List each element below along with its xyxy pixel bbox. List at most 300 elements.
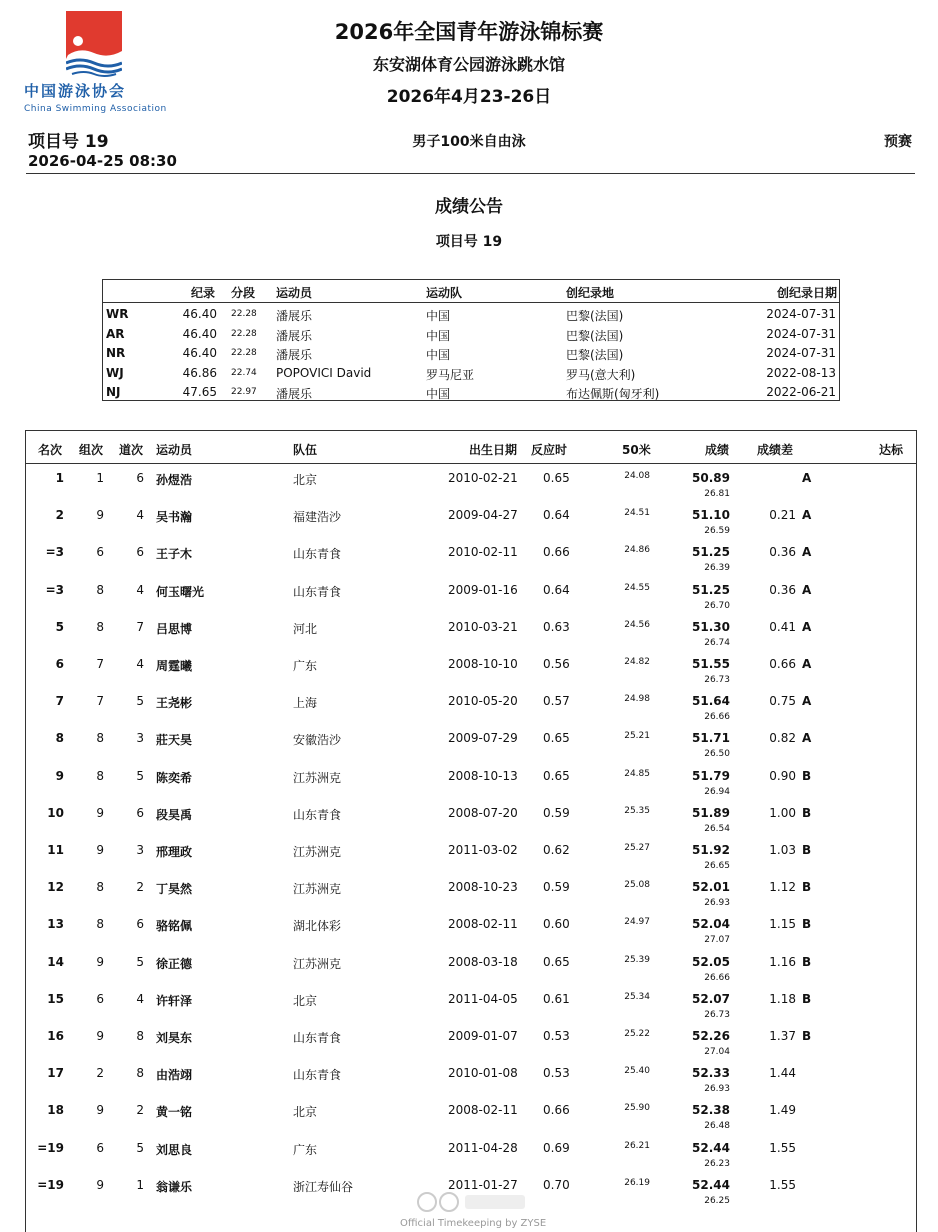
result-diff: 0.36 [769, 582, 796, 597]
result-second-split: 26.93 [704, 898, 730, 909]
result-time: 52.33 [692, 1066, 730, 1081]
result-second-split: 26.70 [704, 600, 730, 611]
result-reaction: 0.53 [543, 1029, 570, 1043]
results-col-rank: 名次 [38, 443, 63, 457]
record-date: 2022-06-21 [766, 385, 836, 399]
record-row [103, 346, 839, 365]
result-lane: 5 [136, 1140, 144, 1155]
result-team: 山东青食 [293, 547, 342, 562]
event-number: 项目号 19 [28, 132, 109, 152]
result-diff: 1.16 [769, 954, 796, 969]
result-team: 江苏洲克 [293, 956, 342, 971]
result-50m-split: 25.39 [624, 954, 650, 965]
result-standard: A [802, 657, 812, 671]
result-team: 北京 [293, 1105, 318, 1120]
result-row [26, 909, 916, 946]
result-reaction: 0.53 [543, 1066, 570, 1081]
result-reaction: 0.59 [543, 880, 570, 895]
result-second-split: 27.04 [704, 1047, 730, 1057]
result-diff: 1.49 [769, 1103, 796, 1118]
result-second-split: 26.73 [704, 675, 730, 685]
record-date: 2024-07-31 [766, 326, 836, 341]
record-team: 中国 [426, 348, 451, 362]
result-time: 52.05 [692, 954, 730, 969]
result-dob: 2011-04-28 [448, 1140, 518, 1155]
result-rank: 9 [55, 768, 64, 783]
result-team: 广东 [293, 1142, 318, 1157]
result-standard: A [802, 731, 812, 746]
result-team: 北京 [293, 473, 318, 487]
results-col-standard: 达标 [879, 443, 904, 457]
result-team: 山东青食 [293, 807, 342, 822]
result-time: 51.25 [692, 582, 730, 597]
result-reaction: 0.66 [543, 545, 570, 560]
result-athlete: 许轩泽 [156, 993, 193, 1008]
result-reaction: 0.65 [543, 731, 570, 746]
results-header [26, 431, 916, 464]
result-diff: 0.36 [769, 545, 796, 560]
record-time: 47.65 [182, 385, 217, 399]
result-50m-split: 25.27 [624, 843, 650, 853]
result-athlete: 邢理政 [156, 845, 193, 859]
result-dob: 2009-01-16 [448, 582, 518, 597]
result-athlete: 王子木 [156, 547, 193, 562]
result-diff: 1.55 [769, 1140, 796, 1155]
record-athlete: 潘展乐 [276, 328, 313, 343]
result-reaction: 0.70 [543, 1177, 570, 1192]
result-rank: 13 [47, 917, 64, 932]
result-row [26, 575, 916, 612]
result-50m-split: 24.97 [624, 917, 650, 928]
result-rank: 16 [47, 1029, 64, 1043]
venue: 东安湖体育公园游泳跳水馆 [372, 55, 565, 74]
result-heat: 9 [96, 1103, 104, 1118]
result-rank: =19 [37, 1140, 64, 1155]
result-standard: B [802, 917, 812, 932]
result-row [26, 1021, 916, 1058]
result-dob: 2009-01-07 [448, 1029, 518, 1043]
result-athlete: 陈奕希 [156, 770, 193, 785]
results-col-dob: 出生日期 [469, 443, 518, 457]
records-header-divider [103, 302, 839, 303]
result-dob: 2009-04-27 [448, 508, 518, 523]
record-date: 2024-07-31 [766, 307, 836, 321]
result-diff: 1.55 [769, 1177, 796, 1192]
result-second-split: 26.73 [704, 1009, 730, 1020]
result-athlete: 孙煜浩 [156, 473, 193, 487]
result-50m-split: 25.35 [624, 805, 650, 816]
result-row [26, 612, 916, 649]
result-standard: A [802, 694, 812, 709]
result-athlete: 吴书瀚 [156, 510, 193, 525]
result-reaction: 0.64 [543, 582, 570, 597]
result-rank: 18 [47, 1103, 64, 1118]
result-team: 江苏洲克 [293, 882, 342, 897]
result-rank: 14 [47, 954, 64, 969]
result-athlete: 徐正德 [156, 956, 193, 971]
result-second-split: 26.39 [704, 563, 730, 574]
result-heat: 9 [96, 843, 104, 857]
result-lane: 4 [136, 657, 144, 671]
result-standard: A [802, 508, 812, 523]
result-athlete: 吕思博 [156, 621, 193, 636]
record-team: 中国 [426, 387, 451, 401]
result-lane: 3 [136, 843, 144, 857]
result-dob: 2008-03-18 [448, 954, 518, 969]
result-row [26, 1133, 916, 1170]
result-lane: 5 [136, 768, 144, 783]
result-heat: 6 [96, 1140, 104, 1155]
result-row [26, 649, 916, 686]
result-50m-split: 25.34 [624, 991, 650, 1002]
result-dob: 2008-10-10 [448, 657, 518, 671]
result-rank: =3 [45, 545, 64, 560]
record-team: 中国 [426, 309, 451, 323]
result-second-split: 26.54 [704, 823, 730, 834]
record-type: WR [106, 307, 129, 321]
result-team: 浙江寿仙谷 [293, 1179, 354, 1194]
result-diff: 0.41 [769, 619, 796, 634]
records-header [103, 284, 839, 303]
records-col-split: 分段 [231, 286, 256, 300]
result-standard: B [802, 991, 812, 1006]
result-dob: 2008-10-13 [448, 768, 518, 783]
result-reaction: 0.57 [543, 694, 570, 709]
record-row [103, 366, 839, 385]
event-round: 预赛 [884, 134, 912, 150]
record-place: 巴黎(法国) [566, 309, 624, 323]
result-time: 51.25 [692, 545, 730, 560]
results-col-reaction: 反应时 [531, 443, 568, 457]
result-time: 51.30 [692, 619, 730, 634]
result-lane: 3 [136, 731, 144, 746]
records-col-team: 运动队 [426, 286, 463, 300]
result-second-split: 26.59 [704, 526, 730, 537]
watermark-logo-icon [415, 1190, 535, 1214]
results-table [25, 430, 917, 1232]
result-dob: 2010-05-20 [448, 694, 518, 709]
result-standard: A [802, 545, 812, 560]
result-reaction: 0.60 [543, 917, 570, 932]
competition-dates: 2026年4月23-26日 [386, 87, 552, 107]
result-dob: 2008-07-20 [448, 805, 518, 820]
record-place: 罗马(意大利) [566, 367, 636, 382]
result-lane: 2 [136, 880, 144, 895]
results-col-diff: 成绩差 [757, 443, 794, 457]
result-heat: 8 [96, 917, 104, 932]
results-col-athlete: 运动员 [156, 443, 193, 457]
result-row [26, 723, 916, 760]
result-dob: 2009-07-29 [448, 731, 518, 746]
result-row [26, 947, 916, 984]
result-lane: 4 [136, 508, 144, 523]
result-rank: 6 [55, 657, 64, 671]
result-heat: 9 [96, 1029, 104, 1043]
record-row [103, 327, 839, 346]
result-team: 湖北体彩 [293, 919, 342, 934]
result-diff: 0.90 [769, 768, 796, 783]
result-standard: B [802, 768, 812, 783]
record-time: 46.40 [182, 326, 217, 341]
result-diff: 1.15 [769, 917, 796, 932]
result-diff: 1.18 [769, 991, 796, 1006]
result-reaction: 0.69 [543, 1140, 570, 1155]
result-lane: 6 [136, 805, 144, 820]
result-time: 51.55 [692, 657, 730, 671]
result-row [26, 537, 916, 574]
result-rank: 8 [55, 731, 64, 746]
record-type: AR [106, 326, 125, 341]
record-team: 罗马尼亚 [426, 367, 475, 382]
result-athlete: 周霆曦 [156, 659, 193, 673]
result-standard: A [802, 619, 812, 634]
record-time: 46.40 [182, 346, 217, 360]
result-dob: 2008-02-11 [448, 917, 518, 932]
result-second-split: 26.66 [704, 712, 730, 723]
result-heat: 9 [96, 508, 104, 523]
result-time: 51.64 [692, 694, 730, 709]
result-dob: 2008-02-11 [448, 1103, 518, 1118]
result-50m-split: 25.21 [624, 731, 650, 742]
result-lane: 8 [136, 1029, 144, 1043]
result-heat: 8 [96, 619, 104, 634]
result-reaction: 0.64 [543, 508, 570, 523]
result-athlete: 何玉曙光 [156, 584, 205, 599]
result-rank: 7 [55, 694, 64, 709]
record-type: NJ [106, 385, 121, 399]
result-standard: B [802, 954, 812, 969]
result-second-split: 26.81 [704, 489, 730, 499]
result-time: 52.26 [692, 1029, 730, 1043]
result-rank: =3 [45, 582, 64, 597]
result-lane: 2 [136, 1103, 144, 1118]
result-lane: 4 [136, 991, 144, 1006]
result-lane: 5 [136, 694, 144, 709]
result-rank: 11 [47, 843, 64, 857]
result-reaction: 0.59 [543, 805, 570, 820]
result-time: 51.89 [692, 805, 730, 820]
result-50m-split: 24.56 [624, 619, 650, 630]
result-row [26, 1058, 916, 1095]
result-dob: 2008-10-23 [448, 880, 518, 895]
result-second-split: 26.74 [704, 637, 730, 648]
result-50m-split: 25.40 [624, 1066, 650, 1077]
result-team: 广东 [293, 659, 318, 673]
record-split: 22.28 [231, 328, 257, 339]
result-heat: 2 [96, 1066, 104, 1081]
result-row [26, 984, 916, 1021]
result-athlete: 王尧彬 [156, 696, 193, 711]
result-rank: 5 [55, 619, 64, 634]
result-team: 福建浩沙 [293, 510, 342, 525]
result-reaction: 0.66 [543, 1103, 570, 1118]
result-50m-split: 24.85 [624, 768, 650, 779]
record-athlete: 潘展乐 [276, 387, 313, 401]
result-dob: 2011-04-05 [448, 991, 518, 1006]
result-time: 51.71 [692, 731, 730, 746]
result-team: 山东青食 [293, 1031, 342, 1045]
result-team: 上海 [293, 696, 318, 711]
result-diff: 1.44 [769, 1066, 796, 1081]
result-reaction: 0.65 [543, 954, 570, 969]
header-divider [26, 173, 915, 174]
result-second-split: 26.66 [704, 972, 730, 983]
result-50m-split: 24.51 [624, 508, 650, 519]
logo-text-en: China Swimming Association [24, 104, 167, 114]
result-lane: 4 [136, 582, 144, 597]
result-50m-split: 24.82 [624, 657, 650, 667]
result-50m-split: 24.08 [624, 471, 650, 481]
result-team: 江苏洲克 [293, 845, 342, 859]
result-diff: 1.00 [769, 805, 796, 820]
record-row [103, 307, 839, 326]
result-second-split: 26.48 [704, 1121, 730, 1132]
record-athlete: POPOVICI David [276, 365, 372, 380]
footer-watermark: Official Timekeeping by ZYSE [400, 1218, 547, 1229]
result-heat: 8 [96, 582, 104, 597]
result-row [26, 463, 916, 500]
result-heat: 7 [96, 657, 104, 671]
result-time: 52.07 [692, 991, 730, 1006]
result-athlete: 刘昊东 [156, 1031, 193, 1045]
result-second-split: 26.50 [704, 749, 730, 760]
result-reaction: 0.61 [543, 991, 570, 1006]
result-time: 52.44 [692, 1140, 730, 1155]
result-time: 52.04 [692, 917, 730, 932]
record-split: 22.28 [231, 309, 257, 319]
result-row [26, 500, 916, 537]
section-event: 项目号 19 [435, 234, 503, 250]
result-row [26, 761, 916, 798]
result-dob: 2010-02-21 [448, 471, 518, 485]
result-heat: 8 [96, 768, 104, 783]
record-split: 22.28 [231, 348, 257, 358]
records-col-place: 创纪录地 [566, 286, 615, 300]
result-dob: 2010-03-21 [448, 619, 518, 634]
result-rank: 15 [47, 991, 64, 1006]
result-50m-split: 25.90 [624, 1103, 650, 1114]
event-name: 男子100米自由泳 [412, 134, 526, 150]
result-rank: 17 [47, 1066, 64, 1081]
result-diff: 0.75 [769, 694, 796, 709]
results-col-heat: 组次 [79, 443, 104, 457]
result-lane: 6 [136, 545, 144, 560]
results-col-lane: 道次 [119, 443, 144, 457]
result-row [26, 835, 916, 872]
result-standard: B [802, 843, 812, 857]
result-heat: 8 [96, 880, 104, 895]
result-heat: 1 [96, 471, 104, 485]
result-standard: B [802, 805, 812, 820]
result-time: 51.79 [692, 768, 730, 783]
result-standard: A [802, 471, 812, 485]
result-lane: 1 [136, 1177, 144, 1192]
results-col-time: 成绩 [705, 443, 730, 457]
result-lane: 5 [136, 954, 144, 969]
result-heat: 6 [96, 545, 104, 560]
result-second-split: 26.25 [704, 1195, 730, 1206]
result-athlete: 莊天昊 [156, 733, 193, 748]
result-second-split: 26.93 [704, 1084, 730, 1095]
result-row [26, 686, 916, 723]
result-heat: 9 [96, 1177, 104, 1192]
record-split: 22.74 [231, 367, 257, 378]
records-col-date: 创纪录日期 [776, 286, 837, 300]
results-col-team: 队伍 [293, 443, 318, 457]
result-heat: 6 [96, 991, 104, 1006]
result-50m-split: 25.08 [624, 880, 650, 891]
record-row [103, 385, 839, 404]
record-type: NR [106, 346, 126, 360]
result-reaction: 0.63 [543, 619, 570, 634]
record-date: 2022-08-13 [766, 365, 836, 380]
result-lane: 7 [136, 619, 144, 634]
results-col-50m: 50米 [622, 443, 651, 457]
result-time: 52.01 [692, 880, 730, 895]
result-second-split: 26.23 [704, 1158, 730, 1169]
competition-title: 2026年全国青年游泳锦标赛 [334, 20, 604, 44]
result-lane: 8 [136, 1066, 144, 1081]
result-standard: A [802, 582, 812, 597]
section-title: 成绩公告 [435, 197, 503, 217]
result-standard: B [802, 880, 812, 895]
result-lane: 6 [136, 471, 144, 485]
result-reaction: 0.65 [543, 768, 570, 783]
result-time: 52.44 [692, 1177, 730, 1192]
result-heat: 8 [96, 731, 104, 746]
result-diff: 1.37 [769, 1029, 796, 1043]
result-50m-split: 25.22 [624, 1029, 650, 1039]
result-rank: 1 [55, 471, 64, 485]
result-rank: =19 [37, 1177, 64, 1192]
result-50m-split: 26.19 [624, 1177, 650, 1188]
record-place: 巴黎(法国) [566, 348, 624, 362]
result-reaction: 0.65 [543, 471, 570, 485]
record-time: 46.40 [182, 307, 217, 321]
result-lane: 6 [136, 917, 144, 932]
result-team: 安徽浩沙 [293, 733, 342, 748]
result-athlete: 黄一铭 [156, 1105, 193, 1120]
result-team: 北京 [293, 993, 318, 1008]
result-time: 51.92 [692, 843, 730, 857]
result-dob: 2011-03-02 [448, 843, 518, 857]
result-athlete: 翁谦乐 [156, 1179, 193, 1194]
result-50m-split: 24.98 [624, 694, 650, 705]
record-place: 巴黎(法国) [566, 328, 624, 343]
result-reaction: 0.62 [543, 843, 570, 857]
result-row [26, 872, 916, 909]
result-team: 山东青食 [293, 1068, 342, 1083]
record-place: 布达佩斯(匈牙利) [566, 387, 660, 401]
record-time: 46.86 [182, 365, 217, 380]
result-diff: 0.21 [769, 508, 796, 523]
result-row [26, 1095, 916, 1132]
result-diff: 0.82 [769, 731, 796, 746]
record-date: 2024-07-31 [766, 346, 836, 360]
event-datetime: 2026-04-25 08:30 [28, 152, 177, 170]
result-row [26, 798, 916, 835]
result-dob: 2010-01-08 [448, 1066, 518, 1081]
record-athlete: 潘展乐 [276, 348, 313, 362]
result-athlete: 骆铭佩 [156, 919, 193, 934]
record-athlete: 潘展乐 [276, 309, 313, 323]
record-team: 中国 [426, 328, 451, 343]
result-heat: 9 [96, 954, 104, 969]
result-team: 河北 [293, 621, 318, 636]
result-reaction: 0.56 [543, 657, 570, 671]
result-athlete: 段昊禹 [156, 807, 193, 822]
result-athlete: 由浩翊 [156, 1068, 193, 1083]
